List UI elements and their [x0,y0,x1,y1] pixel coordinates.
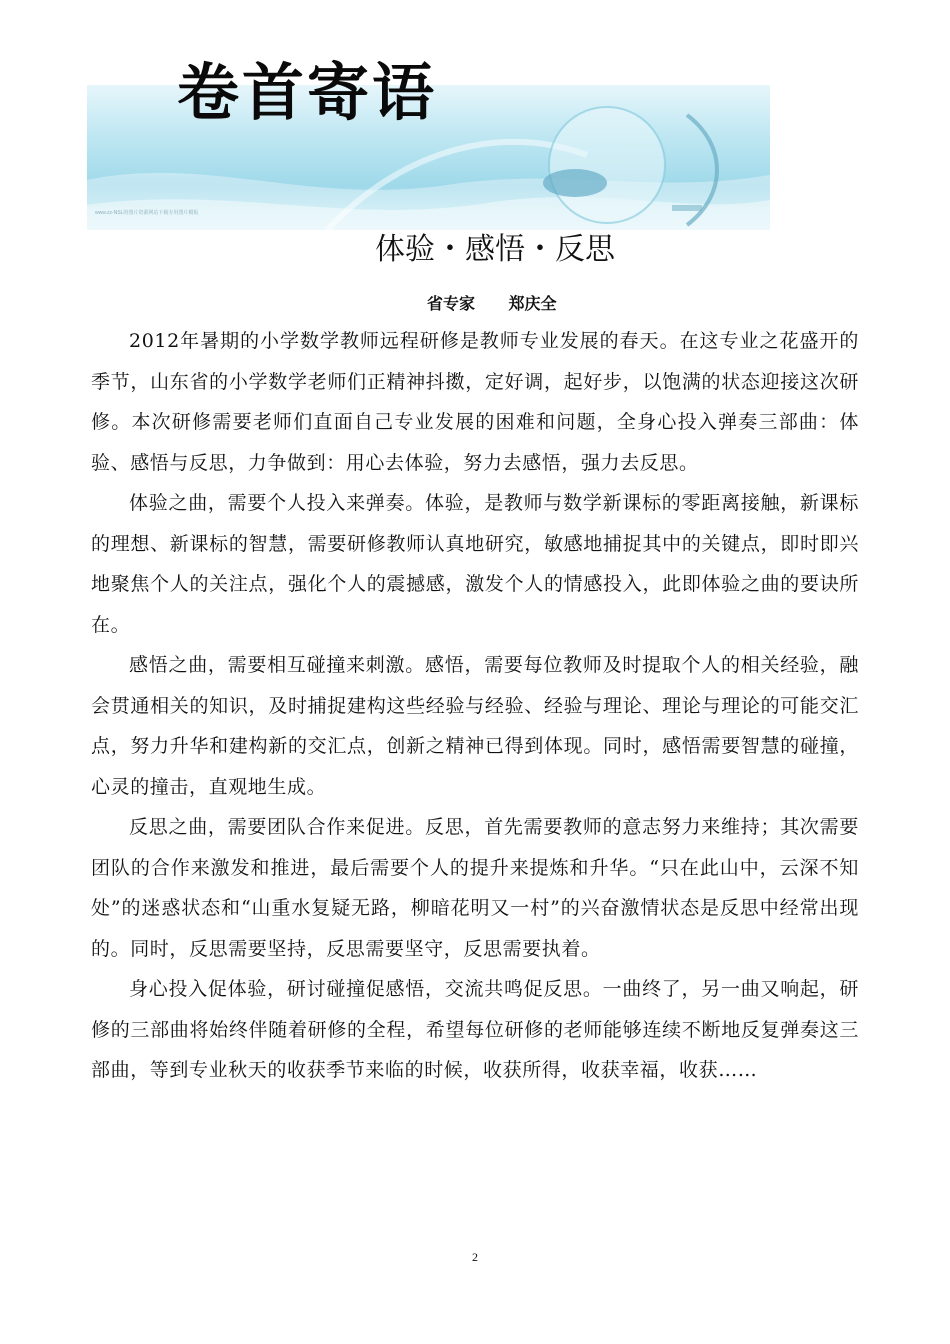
paragraph: 身心投入促体验，研讨碰撞促感悟，交流共鸣促反思。一曲终了，另一曲又响起，研修的三部曲将始终伴随着研修的全程，希望每位研修的老师能够连续不断地反复弹奏这三部曲，等到专业秋天的收获季节来临的时候，收获所得，收获幸福，收获…… [91,978,859,1081]
paragraph: 感悟之曲，需要相互碰撞来刺激。感悟，需要每位教师及时提取个人的相关经验，融会贯通相关的知识，及时捕捉建构这些经验与经验、经验与理论、理论与理论的可能交汇点，努力升华和建构新的交汇点，创新之精神已得到体现。同时，感悟需要智慧的碰撞，心灵的撞击，直观地生成。 [91,654,859,798]
author-role: 省专家 [427,294,476,313]
paragraph: 体验之曲，需要个人投入来弹奏。体验，是教师与数学新课标的零距离接触，新课标的理想、新课标的智慧，需要研修教师认真地研究，敏感地捕捉其中的关键点，即时即兴地聚焦个人的关注点，强化个人的震撼感，激发个人的情感投入，此即体验之曲的要诀所在。 [91,492,859,636]
page-number: 2 [472,1250,478,1264]
article-title: 体验・感悟・反思 [375,232,615,267]
paragraph: 反思之曲，需要团队合作来促进。反思，首先需要教师的意志努力来维持；其次需要团队的合作来激发和推进，最后需要个人的提升来提炼和升华。“只在此山中，云深不知处”的迷惑状态和“山重水复疑无路，柳暗花明又一村”的兴奋激情状态是反思中经常出现的。同时，反思需要坚持，反思需要坚守，反思需要执着。 [91,816,859,960]
author-name: 郑庆全 [508,294,557,313]
article-body [91,321,859,1091]
banner-watermark: www.zz-NSL的图片资源网站下载专用图片模板 [95,210,199,216]
section-title: 卷首寄语 [177,56,438,129]
article-author [427,291,556,317]
paragraph: 2012年暑期的小学数学教师远程研修是教师专业发展的春天。在这专业之花盛开的季节，山东省的小学数学老师们正精神抖擞，定好调，起好步，以饱满的状态迎接这次研修。本次研修需要老师们直面自己专业发展的困难和问题，全身心投入弹奏三部曲：体验、感悟与反思，力争做到：用心去体验，努力去感悟，强力去反思。 [91,330,859,474]
